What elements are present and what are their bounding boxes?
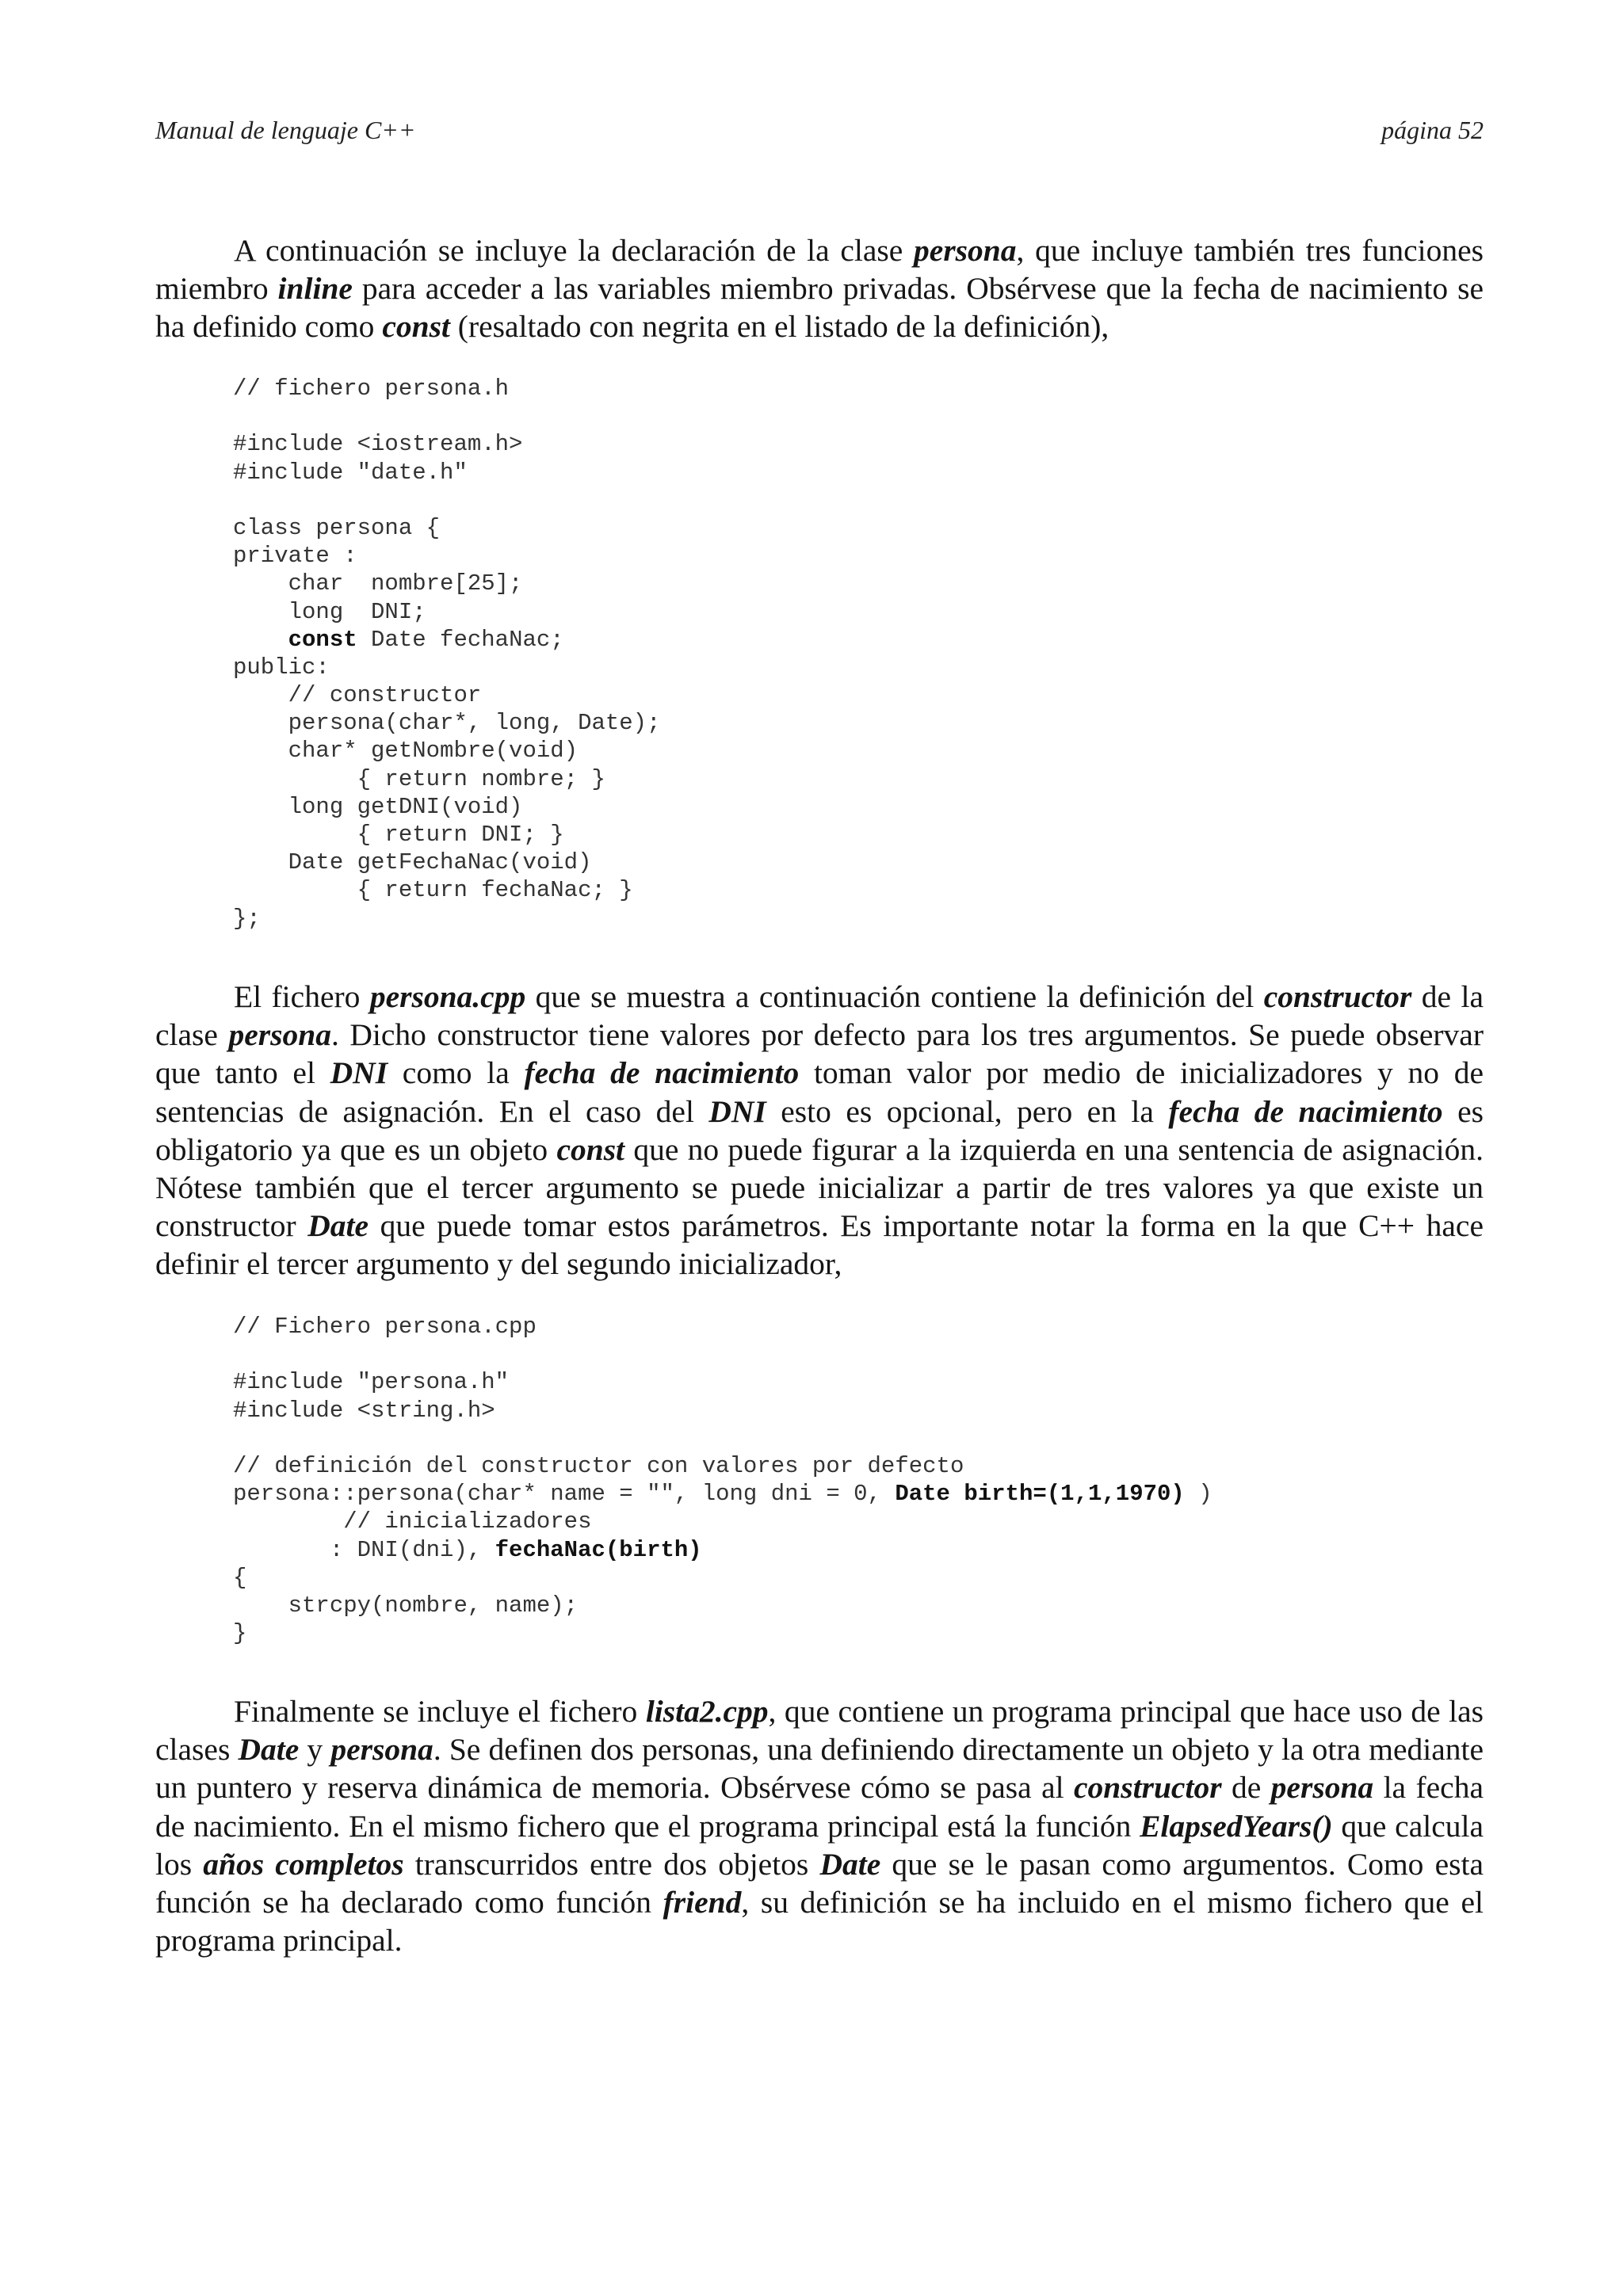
code-line: persona(char*, long, Date); xyxy=(233,710,661,737)
emphasis-term: años completos xyxy=(203,1846,404,1882)
code-blank-line xyxy=(233,402,1501,430)
code-text: persona::persona(char* name = "", long dni = 0, xyxy=(233,1481,896,1508)
paragraph-constructor-description xyxy=(155,978,1484,1283)
text-run: y xyxy=(299,1732,331,1768)
text-run: transcurridos entre dos objetos xyxy=(403,1846,820,1882)
emphasis-term: const xyxy=(556,1131,625,1167)
text-run: . Se definen dos personas, una definiendo directamente un objeto y la otra mediante un puntero y reserva dinámica de memoria. Obsérvese cómo se pasa al xyxy=(155,1732,1484,1806)
emphasis-term: friend xyxy=(663,1885,742,1920)
code-bold-parameter: Date birth=(1,1,1970) xyxy=(895,1481,1185,1508)
code-blank-line xyxy=(233,1425,1501,1452)
emphasis-term: ElapsedYears() xyxy=(1140,1808,1333,1844)
emphasis-term: Date xyxy=(307,1208,369,1244)
page-header xyxy=(155,113,1484,147)
emphasis-term: constructor xyxy=(1074,1770,1222,1806)
code-blank-line xyxy=(233,486,1501,514)
emphasis-term: persona xyxy=(228,1017,331,1053)
code-line: }; xyxy=(233,905,261,932)
code-listing-persona-cpp xyxy=(233,1313,1501,1647)
text-run: de xyxy=(1221,1770,1271,1806)
code-line: strcpy(nombre, name); xyxy=(233,1592,579,1619)
text-run: la fecha de nacimiento. En el mismo fichero que el programa principal está la función xyxy=(155,1770,1484,1844)
code-text: ) xyxy=(1184,1481,1212,1508)
text-run: que se muestra a continuación contiene la definición del xyxy=(525,979,1264,1014)
code-line: #include "date.h" xyxy=(233,459,468,486)
code-line: #include "persona.h" xyxy=(233,1369,510,1396)
code-line: #include <iostream.h> xyxy=(233,431,523,458)
emphasis-term: Date xyxy=(238,1732,300,1768)
code-line: public: xyxy=(233,654,330,681)
code-line: // fichero persona.h xyxy=(233,376,510,402)
code-line: long getDNI(void) xyxy=(233,793,523,820)
text-run: que se le pasan como argumentos. Como esta función se ha declarado como función xyxy=(155,1846,1484,1920)
text-run: que no puede figurar a la izquierda en una sentencia de asignación. Nótese también que el tercer argumento se puede inicializar a partir de tres valores ya que existe un constructor xyxy=(155,1131,1484,1244)
text-run: como la xyxy=(388,1055,525,1091)
paragraph-intro-persona xyxy=(155,231,1484,346)
code-bold-initializer: fechaNac(birth) xyxy=(495,1536,702,1563)
code-line: { xyxy=(233,1564,247,1591)
text-run: que puede tomar estos parámetros. Es importante notar la forma en la que C++ hace definir el tercer argumento y del segundo inicializador, xyxy=(155,1208,1484,1282)
paragraph-lista2-description xyxy=(155,1692,1484,1959)
code-line: { return fechaNac; } xyxy=(233,877,633,904)
page-number: página 52 xyxy=(1381,116,1484,144)
text-run: de la clase xyxy=(155,979,1484,1053)
emphasis-term: persona xyxy=(914,233,1017,268)
code-text: : DNI(dni), xyxy=(233,1536,495,1563)
code-line xyxy=(233,1480,1501,1508)
text-run: , que incluye también tres funciones miembro xyxy=(155,233,1484,307)
code-line: // definición del constructor con valores por defecto xyxy=(233,1452,964,1479)
code-bold-keyword: const xyxy=(288,626,357,653)
code-line: class persona { xyxy=(233,514,441,541)
emphasis-term: DNI xyxy=(708,1093,766,1129)
code-listing-persona-h xyxy=(233,375,1501,933)
emphasis-term: fecha de nacimiento xyxy=(524,1055,800,1091)
emphasis-term: Date xyxy=(819,1846,881,1882)
code-line: private : xyxy=(233,543,357,570)
text-run: toman valor por medio de inicializadores y no de sentencias de asignación. En el caso del xyxy=(155,1055,1484,1129)
code-line xyxy=(233,1536,1501,1564)
code-line: } xyxy=(233,1620,247,1647)
code-text xyxy=(233,627,288,653)
code-line: #include <string.h> xyxy=(233,1397,495,1424)
text-run: A continuación se incluye la declaración de la clase xyxy=(234,233,915,268)
emphasis-term: lista2.cpp xyxy=(645,1694,769,1729)
header-title: Manual de lenguaje C++ xyxy=(155,116,416,144)
code-line: char nombre[25]; xyxy=(233,570,523,597)
text-run: . Dicho constructor tiene valores por defecto para los tres argumentos. Se puede observar que tanto el xyxy=(155,1017,1484,1091)
code-line: char* getNombre(void) xyxy=(233,738,579,765)
code-line: // inicializadores xyxy=(233,1508,592,1535)
text-run: Finalmente se incluye el fichero xyxy=(234,1694,646,1729)
code-line: // constructor xyxy=(233,682,482,709)
code-line xyxy=(233,626,1501,654)
emphasis-term: fecha de nacimiento xyxy=(1168,1093,1443,1129)
text-run: es obligatorio ya que es un objeto xyxy=(155,1093,1484,1167)
emphasis-term: persona xyxy=(1270,1770,1374,1806)
code-text: Date fechaNac; xyxy=(357,626,564,653)
code-line: { return DNI; } xyxy=(233,822,564,848)
text-run: (resaltado con negrita en el listado de la definición), xyxy=(449,309,1109,345)
code-line: Date getFechaNac(void) xyxy=(233,849,592,876)
text-run: , su definición se ha incluido en el mismo fichero que el programa principal. xyxy=(155,1885,1484,1958)
code-line: // Fichero persona.cpp xyxy=(233,1314,537,1340)
emphasis-term: constructor xyxy=(1263,979,1412,1014)
emphasis-term: const xyxy=(382,309,450,345)
code-blank-line xyxy=(233,1341,1501,1368)
code-line: long DNI; xyxy=(233,598,426,625)
code-line: { return nombre; } xyxy=(233,765,605,792)
text-run: para acceder a las variables miembro privadas. Obsérvese que la fecha de nacimiento se ha definido como xyxy=(155,271,1484,345)
emphasis-term: DNI xyxy=(330,1055,388,1091)
text-run: esto es opcional, pero en la xyxy=(766,1093,1169,1129)
emphasis-term: persona xyxy=(330,1732,433,1768)
text-run: El fichero xyxy=(234,979,370,1014)
text-run: , que contiene un programa principal que hace uso de las clases xyxy=(155,1694,1484,1768)
emphasis-term: inline xyxy=(277,271,353,307)
text-run: que calcula los xyxy=(155,1808,1484,1882)
emphasis-term: persona.cpp xyxy=(369,979,526,1014)
